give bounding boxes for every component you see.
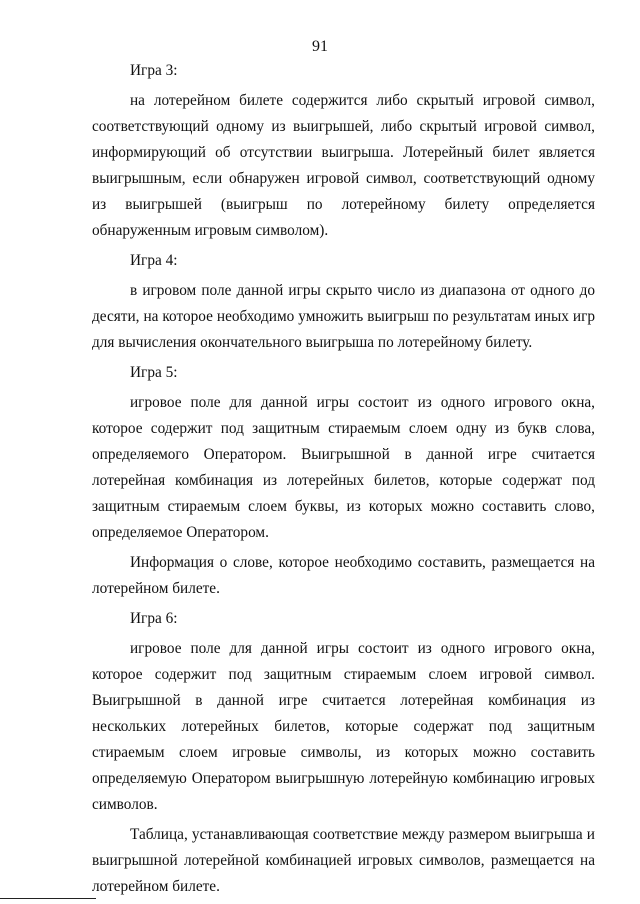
- game-3-heading: Игра 3:: [130, 62, 178, 79]
- game-4-heading: Игра 4:: [130, 252, 178, 269]
- game-5-heading: Игра 5:: [130, 364, 178, 381]
- word-info-paragraph: Информация о слове, которое необходимо составить, размещается на лотерейном билете.: [92, 554, 595, 597]
- game-6-heading: Игра 6:: [130, 610, 178, 627]
- document-body: [92, 58, 595, 900]
- game-3-paragraph: на лотерейном билете содержится либо скрытый игровой символ, соответствующий одному из выигрышей, либо скрытый игровой символ, информирующий об отсутствии выигрыша. Лотерейный билет является выигрышным, если обнаружен игровой символ, соответствующий одному из выигрышей (выигрыш по лотерейному билету определяется обнаруженным игровым символом).: [92, 92, 595, 239]
- game-6-paragraph: игровое поле для данной игры состоит из одного игрового окна, которое содержит под защитным стираемым слоем игровой символ. Выигрышной в данной игре считается лотерейная комбинация из нескольких лотерейных билетов, которые содержат под защитным стираемым слоем игровые символы, из которых можно составить определяемую Оператором выигрышную лотерейную комбинацию игровых символов.: [92, 640, 595, 813]
- game-5-paragraph: игровое поле для данной игры состоит из одного игрового окна, которое содержит под защитным стираемым слоем одну из букв слова, определяемого Оператором. Выигрышной в данной игре считается лотерейная комбинация из лотерейных билетов, которые содержат под защитным стираемым слоем буквы, из которых можно составить слово, определяемое Оператором.: [92, 394, 595, 541]
- page-number: 91: [312, 38, 328, 55]
- page-bottom-rule: [0, 898, 96, 899]
- table-info-paragraph: Таблица, устанавливающая соответствие между размером выигрыша и выигрышной лотерейной комбинацией игровых символов, размещается на лотерейном билете.: [92, 826, 595, 895]
- game-4-paragraph: в игровом поле данной игры скрыто число из диапазона от одного до десяти, на которое необходимо умножить выигрыш по результатам иных игр для вычисления окончательного выигрыша по лотерейному билету.: [92, 282, 595, 351]
